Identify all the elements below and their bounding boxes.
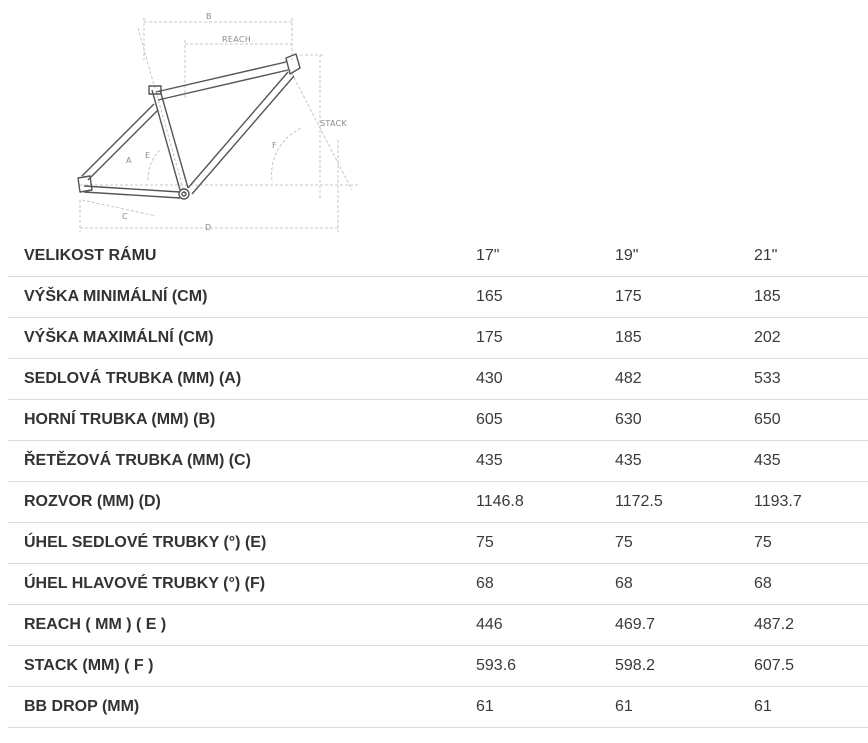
table-row [8,646,868,687]
table-row [8,318,868,359]
row-label: ROZVOR (MM) (D) [8,482,476,523]
cell-value: 165 [476,277,615,318]
cell-value: 185 [615,318,754,359]
label-c: C [122,212,128,221]
cell-value: 175 [476,318,615,359]
size-17: 17" [476,236,615,277]
label-a: A [126,156,132,165]
row-label: VÝŠKA MAXIMÁLNÍ (CM) [8,318,476,359]
table-row [8,441,868,482]
cell-value: 1146.8 [476,482,615,523]
cell-value: 202 [754,318,868,359]
table-row [8,482,868,523]
cell-value: 75 [476,523,615,564]
cell-value: 482 [615,359,754,400]
cell-value: 446 [476,605,615,646]
row-label: ÚHEL HLAVOVÉ TRUBKY (°) (F) [8,564,476,605]
row-label: BB DROP (MM) [8,687,476,728]
cell-value: 435 [615,441,754,482]
row-label: REACH ( MM ) ( E ) [8,605,476,646]
bike-frame-drawing [60,0,370,240]
label-b: B [206,12,212,21]
cell-value: 75 [754,523,868,564]
cell-value: 435 [476,441,615,482]
row-label: ŘETĚZOVÁ TRUBKA (MM) (C) [8,441,476,482]
cell-value: 593.6 [476,646,615,687]
row-label: STACK (MM) ( F ) [8,646,476,687]
geometry-table [8,236,868,728]
table-row [8,359,868,400]
cell-value: 68 [754,564,868,605]
cell-value: 1193.7 [754,482,868,523]
cell-value: 175 [615,277,754,318]
row-label: SEDLOVÁ TRUBKA (MM) (A) [8,359,476,400]
cell-value: 75 [615,523,754,564]
cell-value: 607.5 [754,646,868,687]
row-label: ÚHEL SEDLOVÉ TRUBKY (°) (E) [8,523,476,564]
table-header-row [8,236,868,277]
table-row [8,687,868,728]
cell-value: 605 [476,400,615,441]
size-19: 19" [615,236,754,277]
cell-value: 630 [615,400,754,441]
table-row [8,277,868,318]
cell-value: 469.7 [615,605,754,646]
row-label: VÝŠKA MINIMÁLNÍ (CM) [8,277,476,318]
table-row [8,400,868,441]
label-stack: STACK [320,119,348,128]
table-row [8,523,868,564]
cell-value: 1172.5 [615,482,754,523]
cell-value: 185 [754,277,868,318]
cell-value: 487.2 [754,605,868,646]
cell-value: 61 [476,687,615,728]
label-d: D [205,223,212,232]
table-row [8,564,868,605]
frame-size-label: VELIKOST RÁMU [8,236,476,277]
cell-value: 61 [754,687,868,728]
label-reach: REACH [222,35,252,44]
cell-value: 598.2 [615,646,754,687]
cell-value: 650 [754,400,868,441]
cell-value: 68 [476,564,615,605]
cell-value: 430 [476,359,615,400]
cell-value: 533 [754,359,868,400]
cell-value: 68 [615,564,754,605]
label-e: E [145,151,151,160]
frame-geometry-diagram [60,0,370,240]
label-f: F [272,141,277,150]
row-label: HORNÍ TRUBKA (MM) (B) [8,400,476,441]
cell-value: 61 [615,687,754,728]
table-row [8,605,868,646]
size-21: 21" [754,236,868,277]
cell-value: 435 [754,441,868,482]
